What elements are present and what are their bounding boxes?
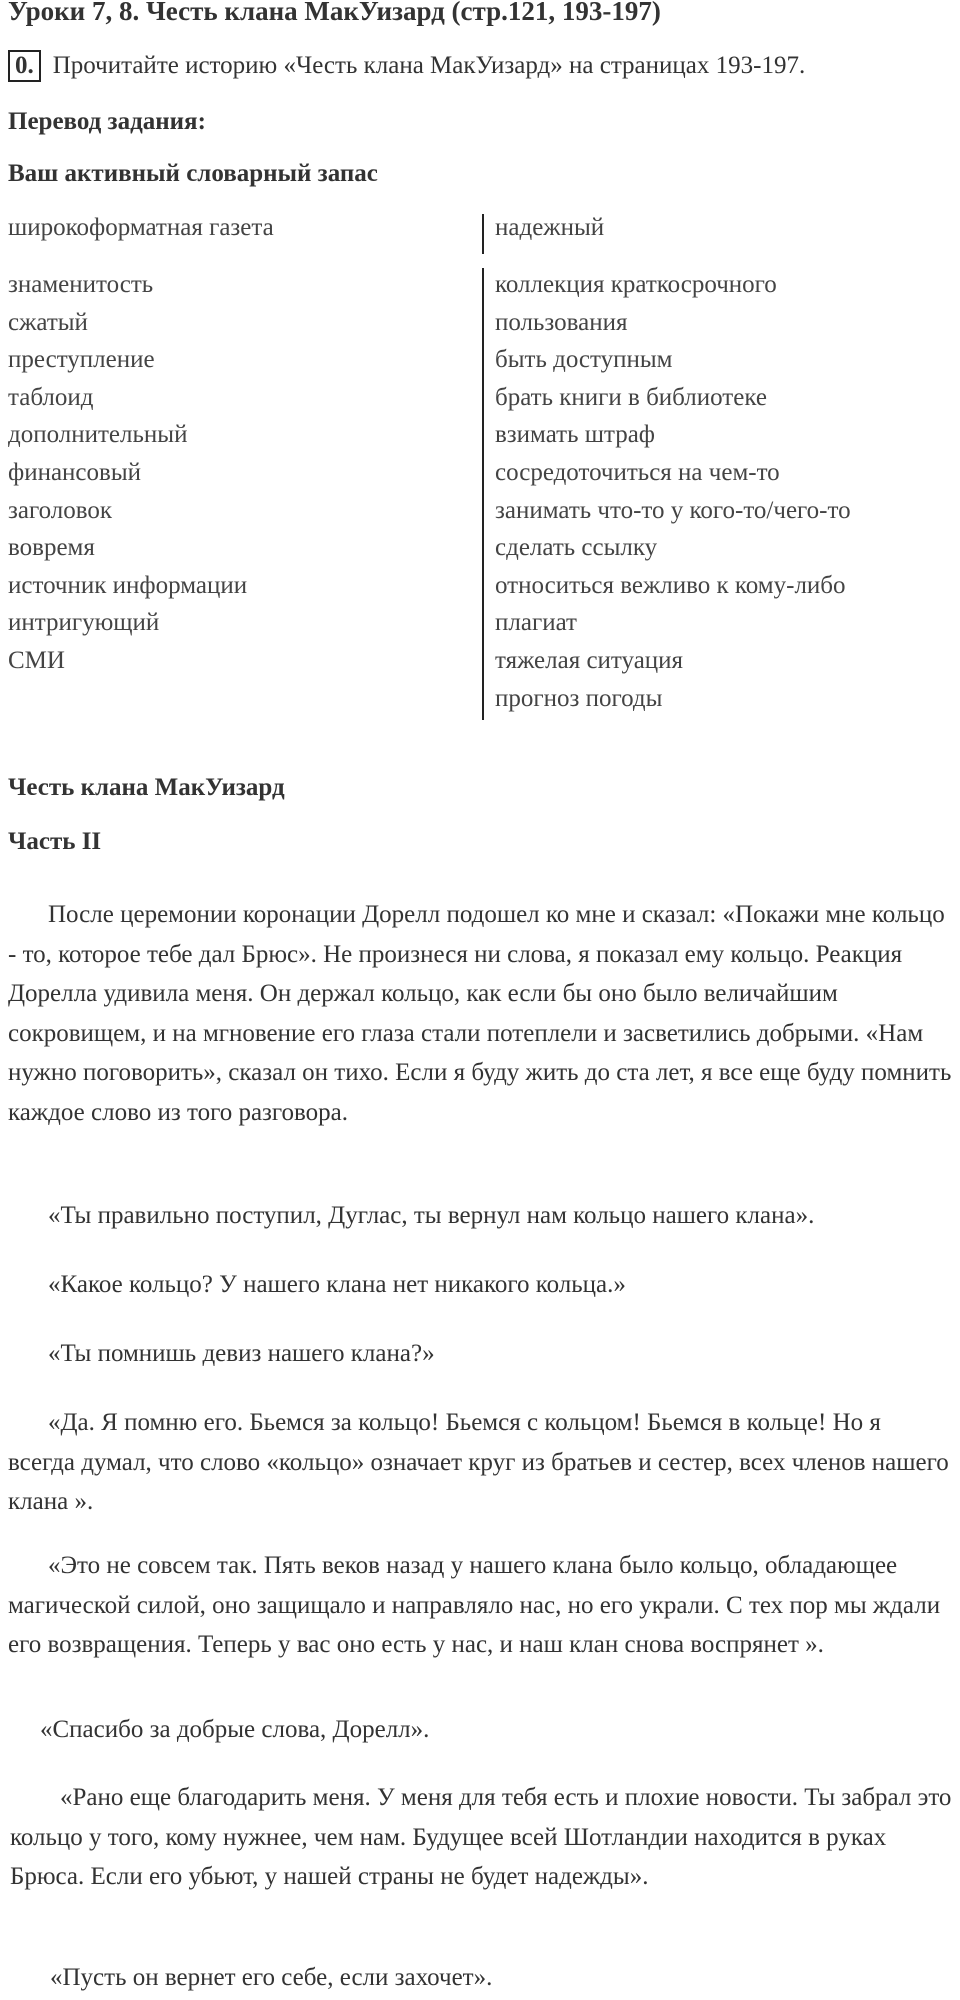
vocabulary-right-item: сосредоточиться на чем-то bbox=[495, 458, 780, 486]
vocabulary-right-item: тяжелая ситуация bbox=[495, 646, 684, 674]
vocabulary-right-column bbox=[495, 266, 851, 717]
vocabulary-left-item: знаменитость bbox=[8, 271, 154, 298]
story-paragraph: После церемонии коронации Дорелл подошел ко мне и сказал: «Покажи мне кольцо - то, которое тебе дал Брюс». Не произнеся ни слова, я показал ему кольцо. Реакция Дорелла удивила меня. Он держал кольцо, как если бы оно было величайшим сокровищем, и на мгновение его глаза стали потеплели и засветились добрыми. «Нам нужно поговорить», сказал он тихо. Если я буду жить до ста лет, я все еще буду помнить каждое слово из того разговора. bbox=[8, 901, 952, 1126]
story-title: Честь клана МакУизард bbox=[8, 774, 285, 801]
story-paragraph: «Ты правильно поступил, Дуглас, ты вернул нам кольцо нашего клана». bbox=[48, 1202, 815, 1229]
vocabulary-left-item: сжатый bbox=[8, 308, 88, 336]
vocabulary-right-item: пользования bbox=[495, 308, 628, 336]
vocabulary-left-item: таблоид bbox=[8, 383, 94, 411]
vocabulary-right-item: брать книги в библиотеке bbox=[495, 383, 767, 411]
story-paragraph: «Рано еще благодарить меня. У меня для тебя есть и плохие новости. Ты забрал это кольцо у того, кому нужнее, чем нам. Будущее всей Шотландии находится в руках Брюса. Если его убьют, у нашей страны не будет надежды». bbox=[10, 1784, 952, 1890]
vocabulary-top-left: широкоформатная газета bbox=[8, 214, 274, 241]
vocabulary-left-item: вовремя bbox=[8, 534, 95, 562]
vocabulary-left-item: финансовый bbox=[8, 458, 142, 486]
vocabulary-right-item: быть доступным bbox=[495, 346, 673, 374]
vocabulary-top-row bbox=[0, 214, 960, 254]
vocabulary-left-item: СМИ bbox=[8, 646, 65, 674]
story-paragraph: «Да. Я помню его. Бьемся за кольцо! Бьемся с кольцом! Бьемся в кольце! Но я всегда думал, что слово «кольцо» означает круг из братьев и сестер, всех членов нашего клана ». bbox=[8, 1409, 949, 1515]
vocabulary-left-item: интригующий bbox=[8, 609, 160, 637]
story-paragraph: «Ты помнишь девиз нашего клана?» bbox=[48, 1340, 435, 1367]
lesson-title: Уроки 7, 8. Честь клана МакУизард (стр.121, 193-197) bbox=[8, 0, 661, 26]
vocabulary-right-item: прогноз погоды bbox=[495, 684, 663, 712]
task-text: Прочитайте историю «Честь клана МакУизард» на страницах 193-197. bbox=[52, 52, 806, 79]
vocabulary-right-item: относиться вежливо к кому-либо bbox=[495, 571, 846, 599]
vocabulary-right-item: взимать штраф bbox=[495, 421, 656, 449]
vocabulary-top-right: надежный bbox=[495, 214, 605, 241]
translation-heading: Перевод задания: bbox=[8, 108, 206, 135]
story-paragraph: «Какое кольцо? У нашего клана нет никакого кольца.» bbox=[48, 1271, 626, 1298]
story-paragraph: «Это не совсем так. Пять веков назад у нашего клана было кольцо, обладающее магической силой, оно защищало и направляло нас, но его украли. С тех пор мы ждали его возвращения. Теперь у вас оно есть у нас, и наш клан снова воспрянет ». bbox=[8, 1552, 941, 1658]
vocabulary-heading: Ваш активный словарный запас bbox=[8, 160, 378, 187]
story-part: Часть II bbox=[8, 828, 102, 855]
vocabulary-right-item: плагиат bbox=[495, 609, 577, 637]
task-number: 0. bbox=[8, 50, 41, 82]
vocabulary-left-item: дополнительный bbox=[8, 421, 188, 449]
vocabulary-right-item: коллекция краткосрочного bbox=[495, 271, 777, 298]
vocabulary-right-item: занимать что-то у кого-то/чего-то bbox=[495, 496, 851, 524]
vocabulary-left-item: источник информации bbox=[8, 571, 248, 599]
vocabulary-divider bbox=[482, 268, 484, 720]
story-paragraph: «Спасибо за добрые слова, Дорелл». bbox=[40, 1716, 430, 1743]
vocabulary-divider-top bbox=[482, 214, 484, 254]
vocabulary-left-item: преступление bbox=[8, 346, 155, 374]
vocabulary-left-item: заголовок bbox=[8, 496, 113, 524]
vocabulary-right-item: сделать ссылку bbox=[495, 534, 658, 562]
task-line bbox=[8, 50, 805, 82]
story-paragraph: «Пусть он вернет его себе, если захочет». bbox=[50, 1964, 493, 1991]
vocabulary-left-column bbox=[8, 266, 247, 680]
